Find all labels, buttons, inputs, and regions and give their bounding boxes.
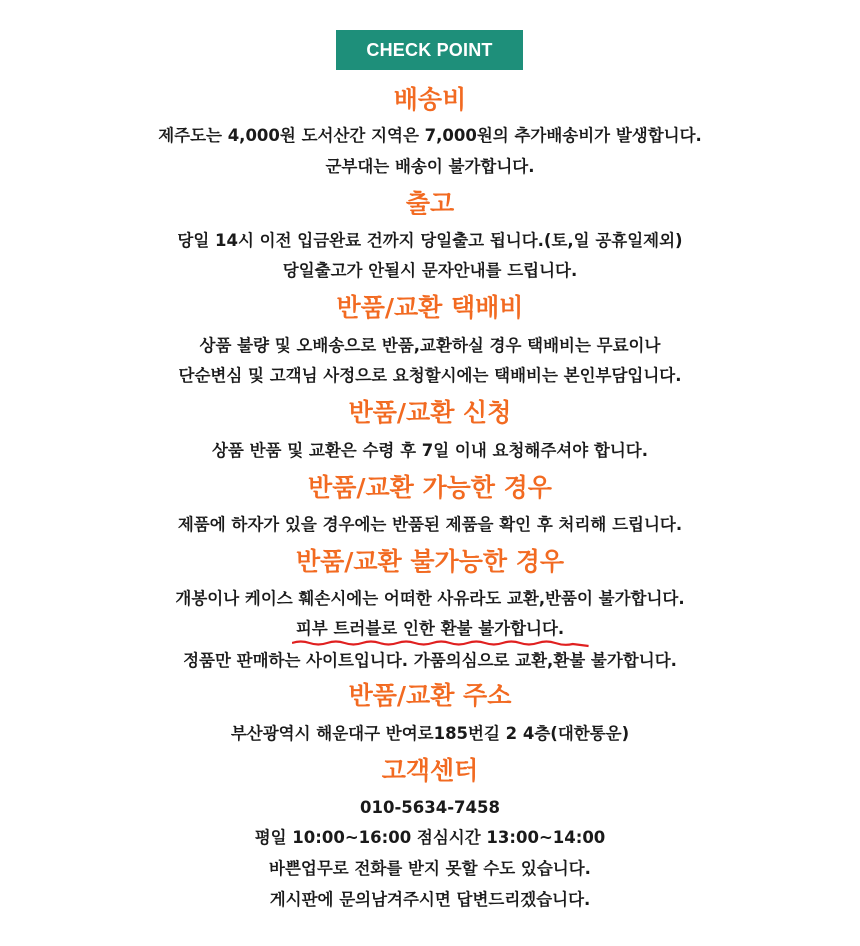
red-underline-mark: [292, 640, 590, 648]
check-point-badge: CHECK POINT: [336, 30, 523, 70]
customer-center-phone: 010-5634-7458: [360, 798, 500, 817]
shipping-heading: 배송비: [393, 85, 467, 114]
return-address-line-1: 부산광역시 해운대구 반여로185번길 2 4층(대한통운): [230, 724, 630, 743]
return-request-heading: 반품/교환 신청: [348, 398, 512, 427]
return-fee-heading: 반품/교환 택배비: [336, 293, 524, 322]
dispatch-heading: 출고: [405, 189, 455, 218]
return-address-heading: 반품/교환 주소: [348, 681, 512, 710]
highlighted-notice-text: 피부 트러블로 인한 환불 불가합니다.: [295, 619, 565, 638]
shipping-line-2: 군부대는 배송이 불가합니다.: [325, 157, 535, 176]
return-request-line-1: 상품 반품 및 교환은 수령 후 7일 이내 요청해주셔야 합니다.: [211, 441, 649, 460]
shipping-line-1: 제주도는 4,000원 도서산간 지역은 7,000원의 추가배송비가 발생합니다.: [158, 126, 702, 145]
customer-center-hours: 평일 10:00~16:00 점심시간 13:00~14:00: [254, 828, 606, 847]
return-fee-line-2: 단순변심 및 고객님 사정으로 요청할시에는 택배비는 본인부담입니다.: [178, 366, 682, 385]
customer-center-heading: 고객센터: [381, 756, 479, 785]
dispatch-line-2: 당일출고가 안될시 문자안내를 드립니다.: [282, 261, 578, 280]
return-possible-heading: 반품/교환 가능한 경우: [308, 473, 552, 502]
customer-center-note-1: 바쁜업무로 전화를 받지 못할 수도 있습니다.: [269, 859, 591, 878]
return-fee-line-1: 상품 불량 및 오배송으로 반품,교환하실 경우 택배비는 무료이나: [199, 336, 661, 355]
return-impossible-heading: 반품/교환 불가능한 경우: [295, 547, 565, 576]
return-impossible-line-2: [0, 617, 860, 641]
return-impossible-line-3: 정품만 판매하는 사이트입니다. 가품의심으로 교환,환불 불가합니다.: [183, 651, 677, 670]
dispatch-line-1: 당일 14시 이전 입금완료 건까지 당일출고 됩니다.(토,일 공휴일제외): [177, 231, 683, 250]
customer-center-note-2: 게시판에 문의남겨주시면 답변드리겠습니다.: [269, 890, 591, 909]
return-impossible-line-1: 개봉이나 케이스 훼손시에는 어떠한 사유라도 교환,반품이 불가합니다.: [175, 589, 685, 608]
return-possible-line-1: 제품에 하자가 있을 경우에는 반품된 제품을 확인 후 처리해 드립니다.: [177, 515, 683, 534]
highlighted-notice: [296, 617, 564, 641]
